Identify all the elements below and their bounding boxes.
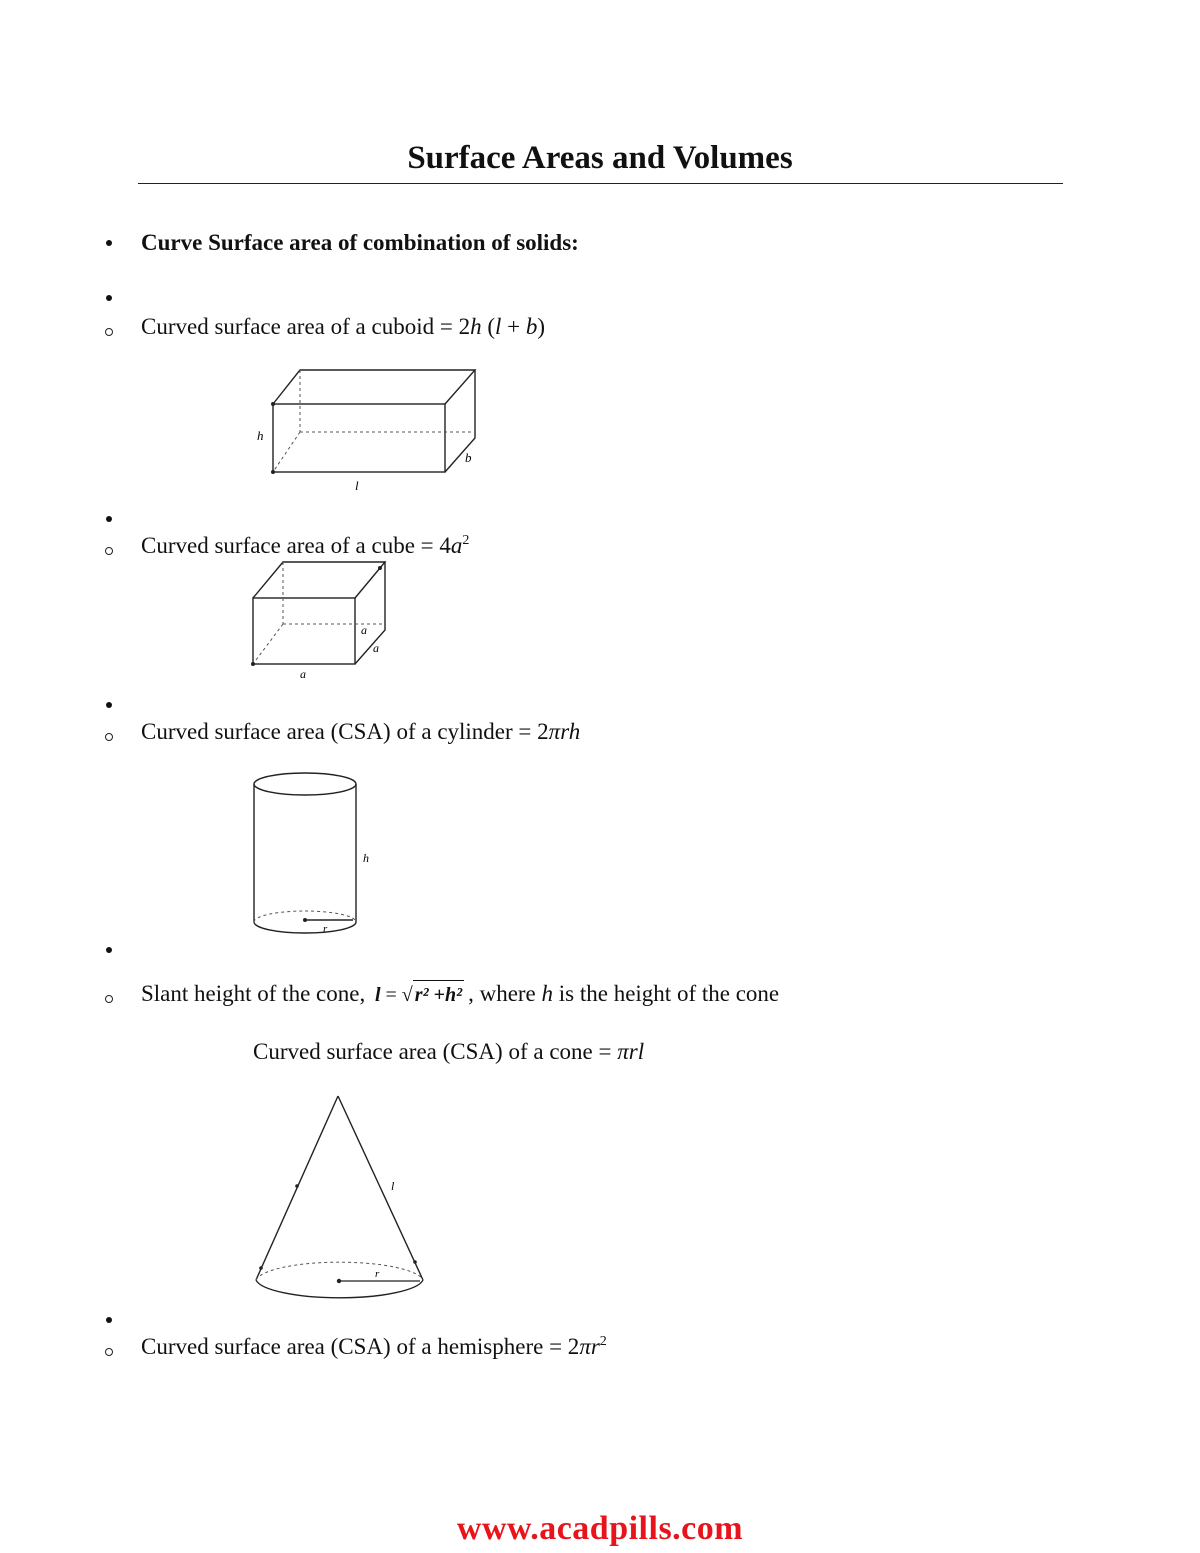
formula-text: Curved surface area of a cuboid = 2 <box>141 314 471 339</box>
cuboid-figure <box>255 362 495 497</box>
formula-text: , where <box>468 981 542 1006</box>
label-l: l <box>355 478 359 493</box>
formula-var: l <box>374 984 381 1006</box>
sub-bullet-marker <box>105 328 113 336</box>
sub-bullet-marker <box>105 995 113 1003</box>
label-a: a <box>361 623 367 637</box>
formula-pi: π <box>617 1039 629 1064</box>
formula-text: Slant height of the cone, <box>141 981 371 1006</box>
label-a: a <box>300 667 306 681</box>
formula-text: + <box>501 314 526 339</box>
formula-var: l <box>495 314 502 339</box>
cone-csa-formula <box>253 1038 644 1066</box>
formula-radicand: r² +h² <box>413 980 464 1009</box>
label-h: h <box>257 428 264 443</box>
sub-bullet-marker <box>105 547 113 555</box>
formula-text: ( <box>481 314 495 339</box>
label-a: a <box>373 641 379 655</box>
formula-var: a <box>450 533 463 558</box>
bullet-marker <box>103 1314 115 1326</box>
formula-exponent: 2 <box>462 533 470 548</box>
label-r: r <box>323 923 328 935</box>
bullet-marker <box>103 237 115 249</box>
cylinder-figure <box>245 768 385 940</box>
formula-text: = √ <box>380 984 413 1006</box>
bullet-marker <box>103 292 115 304</box>
formula-var: h <box>470 314 482 339</box>
formula-text: Curved surface area (CSA) of a hemisphere = 2 <box>141 1334 580 1359</box>
slant-height-equation <box>375 980 464 1009</box>
bullet-marker <box>103 944 115 956</box>
label-r: r <box>375 1268 380 1280</box>
formula-var: r <box>590 1334 600 1359</box>
section-heading: Curve Surface area of combination of solids: <box>141 230 579 255</box>
formula-pi: π <box>548 719 561 744</box>
bullet-marker <box>103 699 115 711</box>
formula-var: b <box>525 314 538 339</box>
cylinder-csa-formula <box>141 718 580 746</box>
formula-text: ) <box>537 314 546 339</box>
formula-var: h <box>541 981 554 1006</box>
title-divider <box>138 183 1063 184</box>
label-l: l <box>391 1179 395 1193</box>
formula-text: is the height of the cone <box>553 981 780 1006</box>
cone-figure <box>245 1088 445 1310</box>
formula-text: Curved surface area (CSA) of a cone = <box>253 1039 618 1064</box>
footer-website-link[interactable]: www.acadpills.com <box>456 1510 744 1547</box>
label-h: h <box>363 851 369 865</box>
cube-csa-formula <box>141 532 469 560</box>
formula-pi: π <box>579 1334 591 1359</box>
formula-text: Curved surface area of a cube = 4 <box>141 533 451 558</box>
cube-figure <box>245 558 400 683</box>
cuboid-csa-formula <box>141 313 545 341</box>
sub-bullet-marker <box>105 733 113 741</box>
formula-text: Curved surface area (CSA) of a cylinder = 2 <box>141 719 549 744</box>
page-title: Surface Areas and Volumes <box>407 140 793 176</box>
sub-bullet-marker <box>105 1348 113 1356</box>
cone-slant-height-formula <box>141 980 779 1009</box>
hemisphere-csa-formula <box>141 1333 607 1361</box>
bullet-marker <box>103 513 115 525</box>
label-b: b <box>465 450 472 465</box>
formula-exponent: 2 <box>599 1334 607 1349</box>
formula-var: rl <box>628 1039 645 1064</box>
formula-var: rh <box>560 719 581 744</box>
